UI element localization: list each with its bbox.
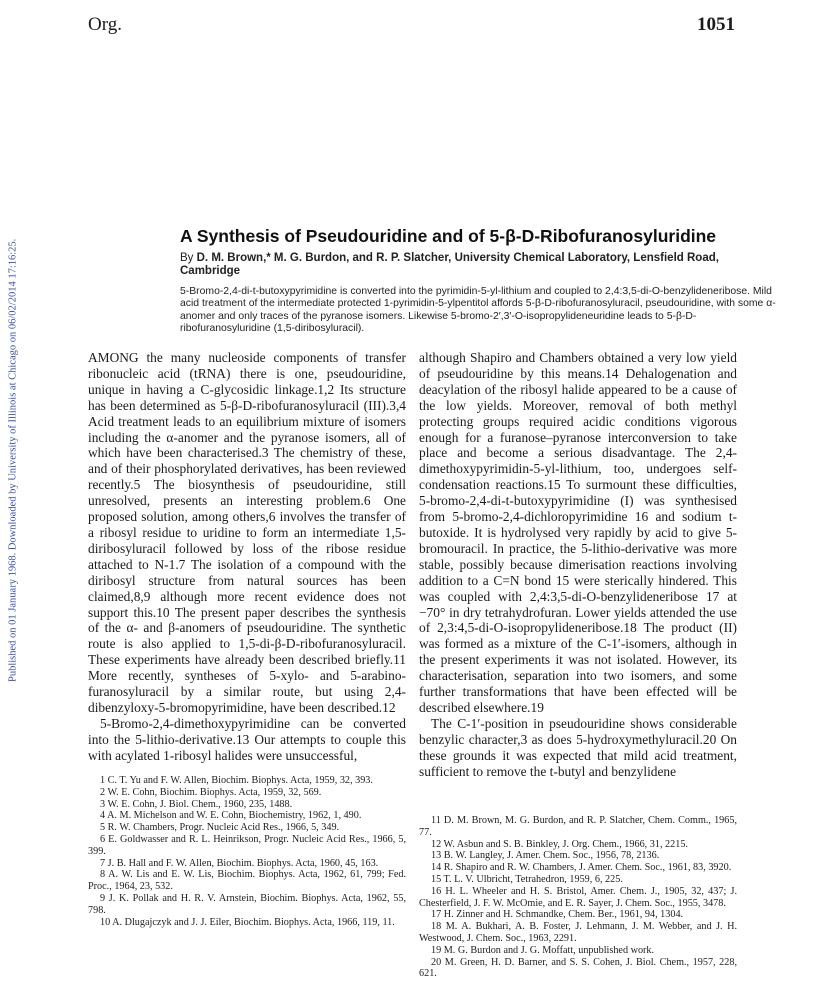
paragraph: although Shapiro and Chambers obtained a very low yield of pseudouridine by this means.14 Dehalogenation and deacylation of the ribosyl halide appeared to be a cause of the low yields. Moreover, removal of both methyl protecting groups required acidic conditions vigorous enough for a furanose–pyranose interconversion to take place and become a serious disadvantage. The 2,4-dimethoxypyrimidin-5-yl-lithium, too, undergoes self-condensation reactions.15 To surmount these difficulties, 5-bromo-2,4-di-t-butoxypyrimidine (I) was synthesised from 5-bromo-2,4-dichloropyrimidine 16 and sodium t-butoxide. It is hydrolysed very rapidly by acid to give 5-bromouracil. In practice, the 5-lithio-derivative was more stable, possibly because dimerisation reactions involving addition to a C=N bond 15 were sterically hindered. This was coupled with 2,4:3,5-di-O-benzylideneribose 17 at −70° in dry tetrahydrofuran. Lower yields attended the use of 2,3:4,5-di-O-isopropylideneribose.18 The product (II) was formed as a mixture of the C-1′-isomers, although in the present experiments it was not isolated. However, its characterisation, separation into two isomers, and some further transformations that have been effected will be described elsewhere.19: [419, 350, 737, 715]
body-column-right: [419, 350, 737, 779]
footnote: 9 J. K. Pollak and H. R. V. Arnstein, Biochim. Biophys. Acta, 1962, 55, 798.: [88, 892, 406, 916]
footnote: 11 D. M. Brown, M. G. Burdon, and R. P. Slatcher, Chem. Comm., 1965, 77.: [419, 815, 737, 838]
footnote: 12 W. Asbun and S. B. Binkley, J. Org. Chem., 1966, 31, 2215.: [431, 838, 688, 850]
download-notice: Published on 01 January 1968. Downloaded by University of Illinois at Chicago on 06/02/2014 17:16:25.: [7, 238, 19, 682]
footnote: 2 W. E. Cohn, Biochim. Biophys. Acta, 1959, 32, 569.: [100, 786, 322, 798]
footnote: 17 H. Zinner and H. Schmandke, Chem. Ber., 1961, 94, 1304.: [431, 909, 684, 921]
footnote: 16 H. L. Wheeler and H. S. Bristol, Amer. Chem. J., 1905, 32, 437; J. Chesterfield, J. F. W. McOmie, and E. R. Sayer, J. Chem. Soc., 1955, 3478.: [419, 885, 737, 909]
footnote: 13 B. W. Langley, J. Amer. Chem. Soc., 1956, 78, 2136.: [431, 850, 660, 862]
footnote: 5 R. W. Chambers, Progr. Nucleic Acid Res., 1966, 5, 349.: [100, 822, 340, 834]
body-column-left: [88, 350, 406, 764]
article-title: A Synthesis of Pseudouridine and of 5-β-D-Ribofuranosyluridine: [180, 226, 717, 246]
footnote: 4 A. M. Michelson and W. E. Cohn, Biochemistry, 1962, 1, 490.: [100, 810, 362, 822]
footnotes-right: [419, 815, 737, 980]
author-list: D. M. Brown,* M. G. Burdon, and R. P. Slatcher,: [196, 252, 452, 264]
footnote: 7 J. B. Hall and F. W. Allen, Biochim. Biophys. Acta, 1960, 45, 163.: [100, 857, 379, 869]
footnote: 6 E. Goldwasser and R. L. Heinrikson, Progr. Nucleic Acid Res., 1966, 5, 399.: [88, 833, 406, 857]
paragraph: The C-1′-position in pseudouridine shows considerable benzylic character,3 as does 5-hydroxymethyluracil.20 On these grounds it was expected that mild acid treatment, sufficient to remove the t-butyl and benzylidene: [419, 715, 737, 779]
footnote: 3 W. E. Cohn, J. Biol. Chem., 1960, 235, 1488.: [100, 798, 293, 810]
footnotes-left: [88, 775, 406, 928]
byline: [180, 252, 780, 278]
byline-prefix: By: [180, 252, 194, 264]
footnote: 1 C. T. Yu and F. W. Allen, Biochim. Biophys. Acta, 1959, 32, 393.: [100, 775, 373, 786]
footnote: 18 M. A. Bukhari, A. B. Foster, J. Lehmann, J. M. Webber, and J. H. Westwood, J. Chem. Soc., 1963, 2291.: [419, 921, 737, 944]
footnote: 10 A. Dlugajczyk and J. J. Eiler, Biochim. Biophys. Acta, 1966, 119, 11.: [100, 916, 395, 928]
footnote: 19 M. G. Burdon and J. G. Moffatt, unpublished work.: [431, 944, 655, 956]
footnote: 8 A. W. Lis and E. W. Lis, Biochim. Biophys. Acta, 1962, 61, 799; Fed. Proc., 1964, 23, 532.: [88, 869, 406, 893]
paragraph: AMONG the many nucleoside components of transfer ribonucleic acid (tRNA) there is one, pseudouridine, unique in having a C-glycosidic linkage.1,2 Its structure has been determined as 5-β-D-ribofuranosyluracil (III).3,4 Acid treatment leads to an equilibrium mixture of isomers including the α-anomer and the pyranose isomers, all of which have been characterised.3 The chemistry of these, and of their phosphorylated derivatives, has been reviewed recently.5 The biosynthesis of pseudouridine, still unresolved, presents an interesting problem.6 One proposed solution, among others,6 involves the transfer of a ribosyl residue to uridine to form an intermediate 1,5-diribosyluracil followed by loss of the ribose residue attached to N-1.7 The isolation of a compound with the diribosyl structure from natural sources has been claimed,8,9 although more recent evidence does not support this.10 The present paper describes the synthesis of the α- and β-anomers of pseudouridine. The synthetic route is also applied to 1,5-di-β-D-ribofuranosyluracil. These experiments have already been described briefly.11 More recently, syntheses of 5-xylo- and 5-arabino-furanosyluracil by a similar route, but using 2,4-dibenzyloxy-5-bromopyrimidine, have been described.12: [88, 350, 406, 715]
footnote: 20 M. Green, H. D. Barner, and S. S. Cohen, J. Biol. Chem., 1957, 228, 621.: [419, 956, 737, 980]
page-number: 1051: [697, 14, 735, 35]
journal-name: Org.: [88, 14, 122, 35]
affiliation: University Chemical Laboratory, Lensfield Road, Cambridge: [180, 252, 719, 277]
paragraph: 5-Bromo-2,4-dimethoxypyrimidine can be converted into the 5-lithio-derivative.13 Our attempts to couple this with acylated 1-ribosyl halides were unsuccessful,: [88, 715, 406, 763]
abstract: 5-Bromo-2,4-di-t-butoxypyrimidine is converted into the pyrimidin-5-yl-lithium and coupled to 2,4:3,5-di-O-benzylideneribose. Mild acid treatment of the intermediate protected 1-pyrimidin-5-ylpentitol affords 5-β-D-ribofuranosyluracil, pseudouridine, with some α-anomer and only traces of the pyranose isomers. Likewise 5-bromo-2′,3′-O-isopropylideneuridine leads to 5-β-D-ribofuranosyluridine (1,5-diribosyluracil).: [180, 286, 776, 335]
footnote: 15 T. L. V. Ulbricht, Tetrahedron, 1959, 6, 225.: [431, 873, 623, 885]
footnote: 14 R. Shapiro and R. W. Chambers, J. Amer. Chem. Soc., 1961, 83, 3920.: [431, 862, 732, 874]
